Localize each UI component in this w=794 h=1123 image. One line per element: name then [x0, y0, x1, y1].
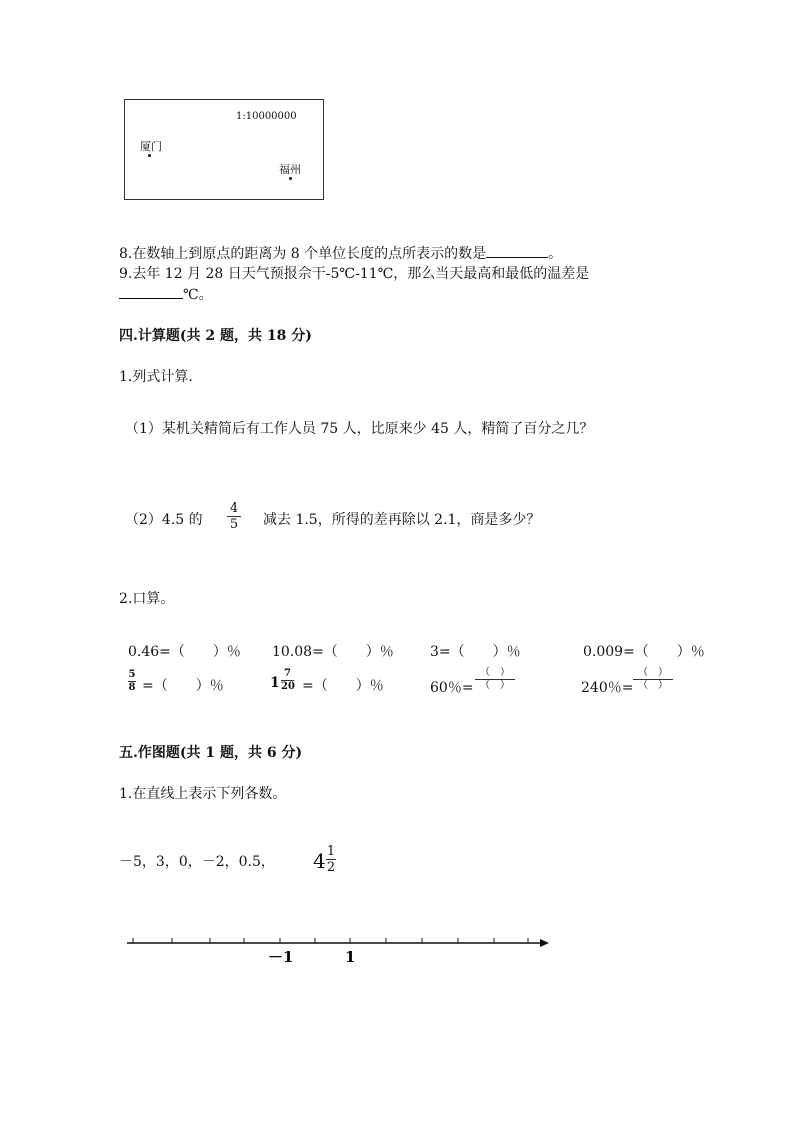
section-4-q1-part1: （1）某机关精简后有工作人员 75 人，比原来少 45 人，精简了百分之几？: [125, 421, 594, 437]
oral-item-tail: =（ ）％: [302, 678, 384, 694]
oral-item: 3=（ ）％: [430, 644, 521, 660]
fraction-denominator: 2: [326, 860, 336, 875]
fraction-numerator: 7: [284, 668, 291, 679]
oral-item: 10.08=（ ）％: [272, 644, 394, 660]
fraction-numerator: 1: [326, 844, 336, 859]
fraction-denominator: 8: [128, 682, 136, 693]
numbers-to-plot: －5，3，0，－2，0.5，: [119, 854, 275, 870]
question-9: 9.去年 12 月 28 日天气预报佘干-5℃-11℃，那么当天最高和最低的温差是: [119, 266, 590, 282]
section-4-q2-title: 2.口算。: [119, 591, 175, 607]
section-4-heading: 四.计算题(共 2 题，共 18 分): [119, 328, 312, 344]
question-8-text: 8.在数轴上到原点的距离为 8 个单位长度的点所表示的数是: [119, 246, 487, 262]
question-8-tail: 。: [548, 246, 563, 262]
city-fuzhou-label: 福州: [279, 163, 301, 176]
section-4-q1-part2-start: （2）4.5 的: [125, 512, 203, 528]
oral-item-lead: 60％=: [430, 680, 474, 696]
fraction-denominator: 5: [229, 517, 239, 532]
fraction-numerator: 5: [128, 669, 136, 680]
fraction-denominator: 20: [281, 681, 295, 692]
section-4-q1-title: 1.列式计算.: [119, 369, 193, 385]
oral-item: 0.009=（ ）％: [583, 644, 705, 660]
fraction-numerator: 4: [229, 501, 239, 516]
oral-item-lead: 240％=: [581, 680, 634, 696]
axis-label-minus-one: －1: [268, 948, 294, 966]
axis-label-one: 1: [345, 948, 356, 966]
fraction-numerator-blank[interactable]: （ ）: [480, 667, 510, 678]
fraction-denominator-blank[interactable]: （ ）: [638, 680, 668, 691]
city-xiamen-label: 厦门: [140, 140, 162, 153]
fraction-numerator-blank[interactable]: （ ）: [638, 667, 668, 678]
section-5-q1-title: 1.在直线上表示下列各数。: [119, 786, 287, 802]
mixed-number-whole: 1: [270, 675, 280, 691]
section-5-heading: 五.作图题(共 1 题，共 6 分): [119, 745, 303, 761]
mixed-number-whole: 4: [313, 849, 326, 873]
map-scale: 1:10000000: [236, 111, 297, 122]
oral-item-tail: =（ ）％: [142, 678, 224, 694]
section-4-q1-part2-end: 减去 1.5，所得的差再除以 2.1，商是多少？: [263, 512, 541, 528]
question-9-tail: ℃。: [183, 287, 213, 303]
oral-item: 0.46=（ ）％: [128, 644, 241, 660]
number-line-arrow: [540, 939, 549, 947]
fraction-denominator-blank[interactable]: （ ）: [480, 680, 510, 691]
